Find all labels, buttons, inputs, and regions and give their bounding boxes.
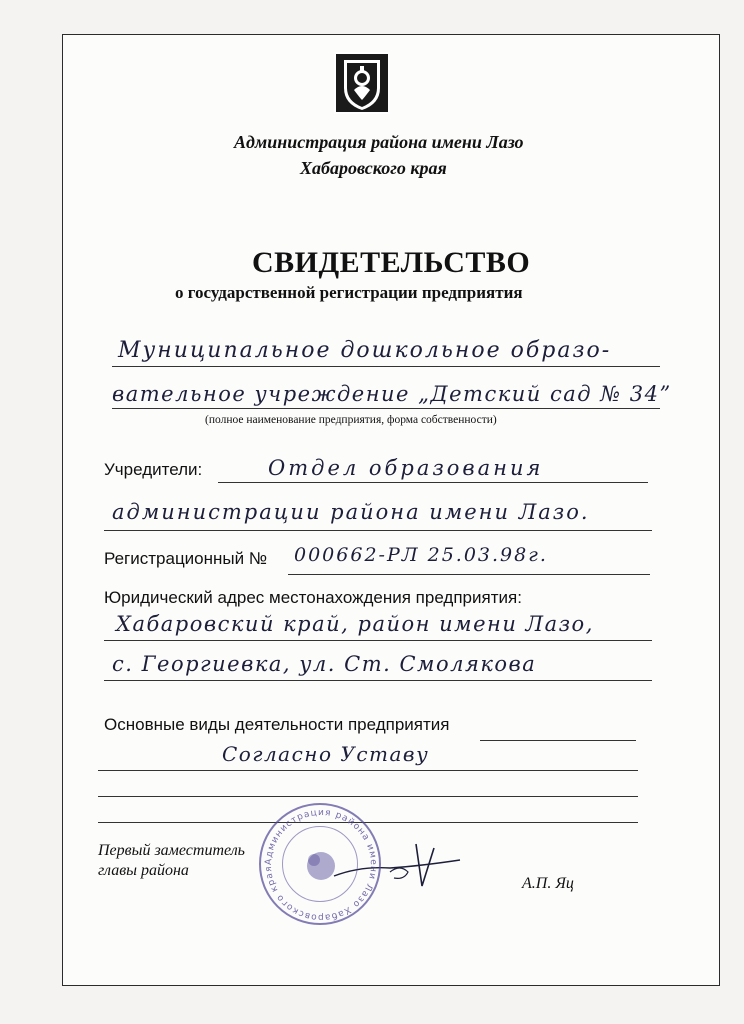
activities-label: Основные виды деятельности предприятия (104, 715, 450, 734)
registration-value: 000662-РЛ 25.03.98г. (294, 544, 548, 566)
activities-rule1 (98, 770, 638, 771)
founders-rule1 (218, 482, 648, 483)
seal-text: Администрация района имени Лазо Хабаровского края (263, 807, 379, 923)
enterprise-name-caption: (полное наименование предприятия, форма собственности) (205, 414, 497, 426)
enterprise-name-line1: Муниципальное дошкольное образо- (118, 338, 612, 363)
signatory-position-line1: Первый заместитель (98, 842, 245, 859)
founders-value-line2: администрации района имени Лазо. (112, 500, 590, 524)
document-title: СВИДЕТЕЛЬСТВО (252, 246, 531, 279)
address-rule1 (104, 640, 652, 641)
organization-name-line1: Администрация района имени Лазо (234, 132, 524, 152)
activities-rule0 (480, 740, 636, 741)
founders-label: Учредители: (104, 460, 203, 479)
registration-rule (288, 574, 650, 575)
organization-name-line2: Хабаровского края (300, 158, 447, 178)
activities-value: Согласно Уставу (222, 742, 430, 766)
enterprise-name-rule2 (112, 408, 660, 409)
address-line1: Хабаровский край, район имени Лазо, (116, 612, 594, 636)
enterprise-name-rule1 (112, 366, 660, 367)
address-label: Юридический адрес местонахождения предприятия: (104, 588, 522, 607)
address-line2: с. Георгиевка, ул. Ст. Смолякова (112, 652, 537, 676)
activities-rule2 (98, 796, 638, 797)
official-seal-stamp (256, 800, 386, 930)
signatory-position-line2: главы района (98, 862, 189, 879)
document-subtitle: о государственной регистрации предприятия (175, 283, 523, 302)
signatory-name: А.П. Яц (522, 875, 574, 892)
district-coat-of-arms-icon (334, 52, 390, 114)
address-rule2 (104, 680, 652, 681)
founders-rule2 (104, 530, 652, 531)
registration-label: Регистрационный № (104, 549, 268, 568)
enterprise-name-line2: вательное учреждение „Детский сад № 34” (112, 382, 672, 406)
founders-value-line1: Отдел образования (268, 456, 544, 480)
